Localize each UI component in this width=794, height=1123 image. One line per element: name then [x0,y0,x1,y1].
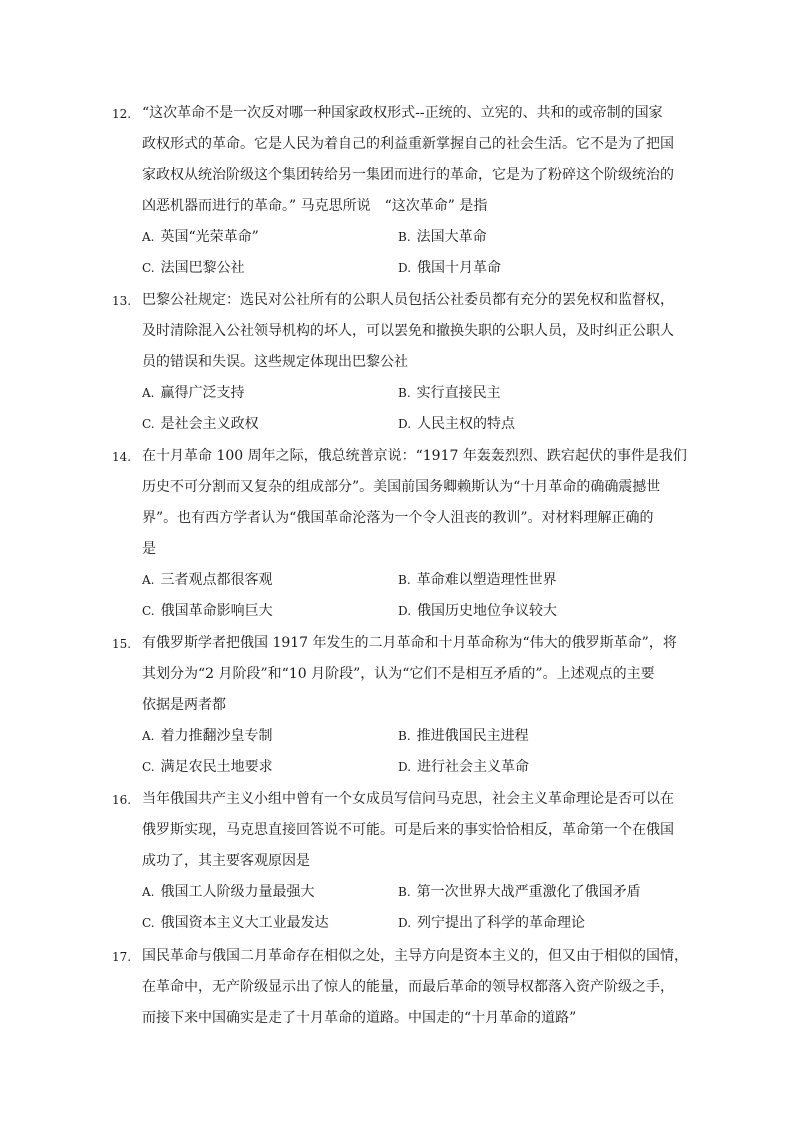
option-text: 着力推翻沙皇专制 [160,728,273,744]
option-text: 列宁提出了科学的革命理论 [417,915,586,931]
question-text-line: 在革命中，无产阶级显示出了惊人的能量，而最后革命的领导权都落入资产阶级之手， [142,979,674,995]
option-b[interactable] [398,383,501,403]
question-text-line: 依据是两者都 [142,697,226,713]
option-c[interactable] [142,258,245,278]
option-text: 法国大革命 [416,229,487,245]
question-text-line: 成功了，其主要客观原因是 [142,853,310,869]
option-text: 俄国历史地位争议较大 [417,603,558,619]
option-text: 满足农民土地要求 [160,759,273,775]
option-d[interactable] [398,757,529,777]
question-number: 17. [112,950,132,964]
option-c[interactable] [142,414,259,434]
option-letter: B. [398,573,411,587]
option-a[interactable] [142,227,259,247]
question-text-line: 家政权从统治阶级这个集团转给另一集团而进行的革命，它是为了粉碎这个阶级统治的 [142,167,674,183]
question-number: 13. [112,294,132,308]
option-a[interactable] [142,383,244,403]
question-text-line: 是 [142,541,156,557]
option-d[interactable] [398,913,585,933]
option-letter: D. [398,760,412,774]
option-text: 实行直接民主 [416,385,501,401]
option-b[interactable] [398,570,557,590]
option-text: 俄国十月革命 [417,260,502,276]
question-number: 16. [112,793,132,807]
option-text: 人民主权的特点 [417,416,516,432]
question-text-line: 其划分为“2 月阶段”和“10 月阶段”，认为“它们不是相互矛盾的”。上述观点的主要 [142,666,655,682]
option-letter: C. [142,604,155,618]
option-text: 是社会主义政权 [160,416,259,432]
question-text-line: 凶恶机器而进行的革命。” 马克思所说 “这次革命” 是指 [142,198,488,214]
option-b[interactable] [398,726,529,746]
option-a[interactable] [142,570,272,590]
option-d[interactable] [398,258,501,278]
question-text-line: 巴黎公社规定：选民对公社所有的公职人员包括公社委员都有充分的罢免权和监督权， [142,292,674,308]
option-letter: B. [398,386,411,400]
option-text: 三者观点都很客观 [160,572,273,588]
question-text-line: 在十月革命 100 周年之际，俄总统普京说：“1917 年轰轰烈烈、跌宕起伏的事件是我们 [142,448,687,464]
option-a[interactable] [142,726,272,746]
question-text-line: 当年俄国共产主义小组中曾有一个女成员写信问马克思，社会主义革命理论是否可以在 [142,791,674,807]
option-letter: C. [142,417,155,431]
question-text-line: “这次革命不是一次反对哪一种国家政权形式--正统的、立宪的、共和的或帝制的国家 [142,105,663,121]
option-letter: D. [398,604,412,618]
question-number: 14. [112,450,132,464]
option-text: 革命难以塑造理性世界 [416,572,557,588]
option-letter: B. [398,885,411,899]
option-text: 进行社会主义革命 [417,759,530,775]
option-text: 俄国资本主义大工业最发达 [160,915,329,931]
option-text: 俄国革命影响巨大 [160,603,273,619]
question-text-line: 及时清除混入公社领导机构的坏人，可以罢免和撤换失职的公职人员，及时纠正公职人 [142,323,674,339]
option-text: 法国巴黎公社 [160,260,245,276]
option-letter: D. [398,261,412,275]
option-text: 英国“光荣革命” [160,229,259,245]
option-letter: A. [142,230,155,244]
option-c[interactable] [142,913,329,933]
option-letter: C. [142,261,155,275]
option-letter: B. [398,729,411,743]
question-text-line: 有俄罗斯学者把俄国 1917 年发生的二月革命和十月革命称为“伟大的俄罗斯革命”，将 [142,635,677,651]
option-c[interactable] [142,601,273,621]
option-text: 赢得广泛支持 [160,385,245,401]
option-letter: C. [142,760,155,774]
question-number: 15. [112,637,132,651]
question-text-line: 历史不可分割而又复杂的组成部分”。美国前国务卿赖斯认为“十月革命的确确震撼世 [142,479,661,495]
question-text-line: 俄罗斯实现，马克思直接回答说不可能。可是后来的事实恰恰相反，革命第一个在俄国 [142,822,674,838]
option-letter: D. [398,417,412,431]
option-d[interactable] [398,414,515,434]
option-text: 第一次世界大战严重激化了俄国矛盾 [416,884,641,900]
question-text-line: 国民革命与俄国二月革命存在相似之处，主导方向是资本主义的，但又由于相似的国情， [142,948,688,964]
question-number: 12. [112,107,132,121]
question-text-line: 政权形式的革命。它是人民为着自己的利益重新掌握自己的社会生活。它不是为了把国 [142,136,674,152]
option-c[interactable] [142,757,273,777]
option-a[interactable] [142,882,314,902]
question-text-line: 界”。也有西方学者认为“俄国革命沦落为一个令人沮丧的教训”。对材料理解正确的 [142,510,654,526]
option-letter: A. [142,386,155,400]
question-text-line: 而接下来中国确实是走了十月革命的道路。中国走的“十月革命的道路” [142,1010,577,1026]
option-d[interactable] [398,601,557,621]
option-letter: D. [398,916,412,930]
option-letter: A. [142,729,155,743]
option-letter: A. [142,573,155,587]
option-letter: A. [142,885,155,899]
option-text: 俄国工人阶级力量最强大 [160,884,315,900]
option-letter: B. [398,230,411,244]
option-b[interactable] [398,882,641,902]
option-letter: C. [142,916,155,930]
option-b[interactable] [398,227,487,247]
option-text: 推进俄国民主进程 [416,728,529,744]
question-text-line: 员的错误和失误。这些规定体现出巴黎公社 [142,354,408,370]
